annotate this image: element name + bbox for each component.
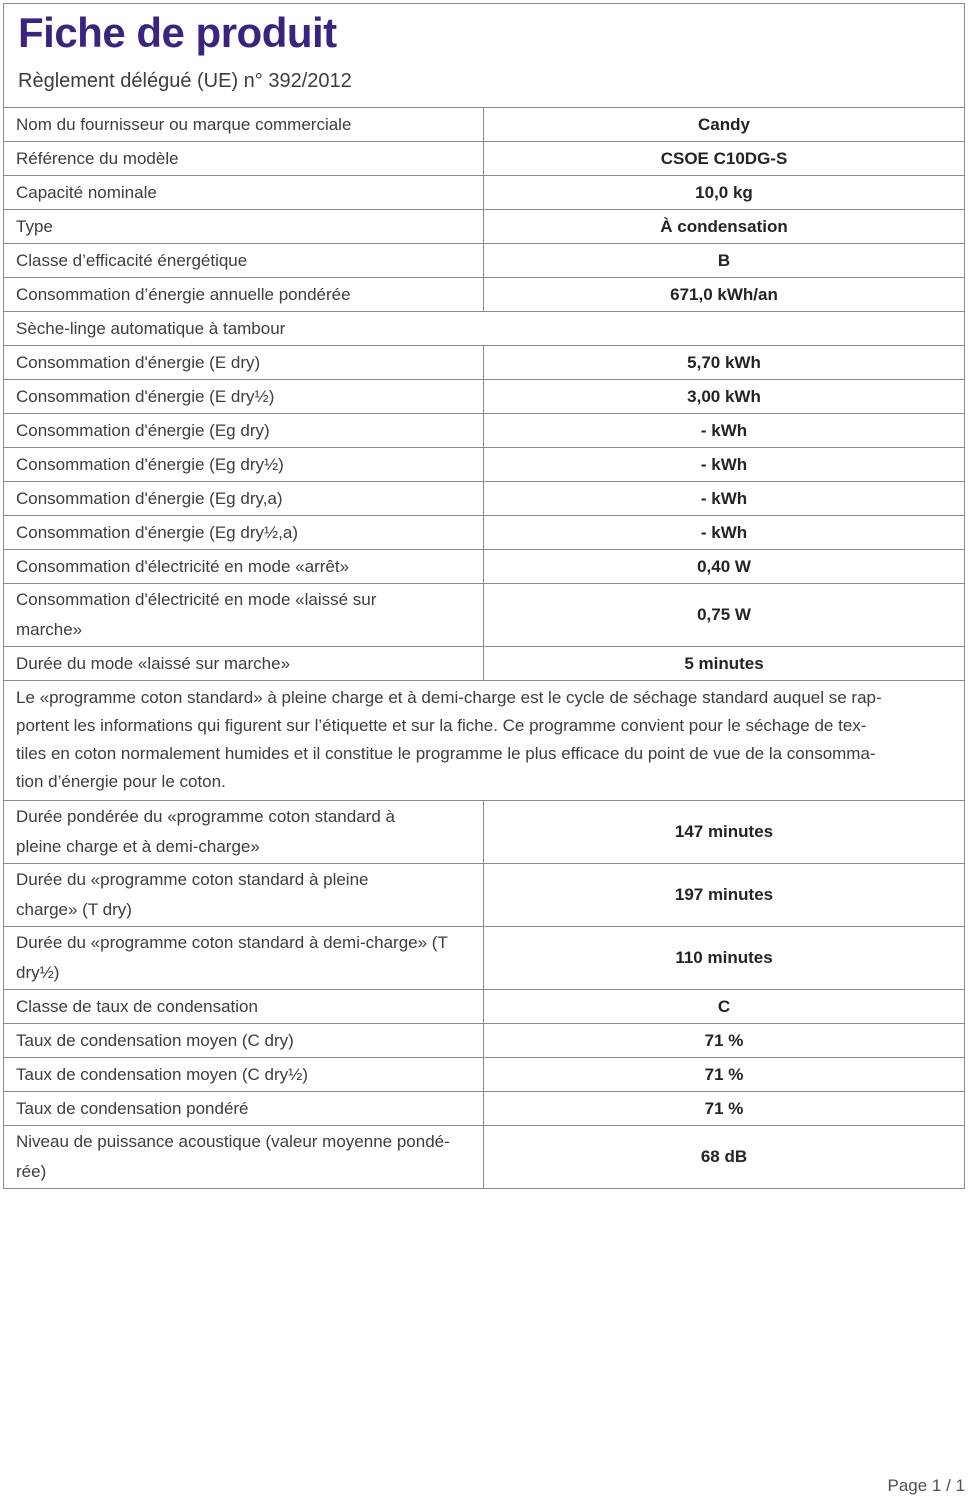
note-row bbox=[4, 680, 964, 800]
row-label: Classe d’efficacité énergétique bbox=[16, 250, 248, 270]
row-value: 71 % bbox=[483, 1024, 964, 1057]
row-value: 71 % bbox=[483, 1058, 964, 1091]
table-row bbox=[4, 646, 964, 680]
table-row bbox=[4, 277, 964, 311]
table-row bbox=[4, 989, 964, 1023]
note-line: tion d’énergie pour le coton. bbox=[16, 772, 226, 791]
row-value: Candy bbox=[483, 108, 964, 141]
row-label: Consommation d'énergie (Eg dry½,a) bbox=[16, 522, 298, 542]
table-row bbox=[4, 345, 964, 379]
row-label-line: Durée pondérée du «programme coton standard à bbox=[16, 807, 395, 826]
row-label bbox=[4, 864, 483, 926]
row-label bbox=[4, 584, 483, 646]
table-row bbox=[4, 175, 964, 209]
row-value: C bbox=[483, 990, 964, 1023]
table-row bbox=[4, 1091, 964, 1125]
table-row bbox=[4, 141, 964, 175]
row-value: À condensation bbox=[483, 210, 964, 243]
row-value: 0,40 W bbox=[483, 550, 964, 583]
row-label: Durée du mode «laissé sur marche» bbox=[16, 653, 291, 673]
row-value: 68 dB bbox=[483, 1126, 964, 1188]
row-value: CSOE C10DG-S bbox=[483, 142, 964, 175]
row-label: Nom du fournisseur ou marque commerciale bbox=[16, 114, 352, 134]
row-value: 671,0 kWh/an bbox=[483, 278, 964, 311]
note-line: portent les informations qui figurent sur l’étiquette et sur la fiche. Ce programme convient pour le séchage de tex- bbox=[16, 716, 867, 735]
table-row bbox=[4, 863, 964, 926]
row-value: 10,0 kg bbox=[483, 176, 964, 209]
product-fiche bbox=[3, 3, 965, 1189]
row-value: B bbox=[483, 244, 964, 277]
row-value: 0,75 W bbox=[483, 584, 964, 646]
note-line: tiles en coton normalement humides et il constitue le programme le plus efficace du point de vue de la consomma- bbox=[16, 744, 876, 763]
row-label-line: Niveau de puissance acoustique (valeur moyenne pondé- bbox=[16, 1132, 450, 1151]
row-label-line: Durée du «programme coton standard à demi-charge» (T bbox=[16, 933, 448, 952]
row-label: Consommation d'énergie (Eg dry½) bbox=[16, 454, 284, 474]
row-label: Consommation d'électricité en mode «arrêt» bbox=[16, 556, 350, 576]
note-line: Le «programme coton standard» à pleine charge et à demi-charge est le cycle de séchage standard auquel se rap- bbox=[16, 688, 882, 707]
row-value: 71 % bbox=[483, 1092, 964, 1125]
row-label: Type bbox=[16, 216, 53, 236]
row-value: 3,00 kWh bbox=[483, 380, 964, 413]
row-value: - kWh bbox=[483, 482, 964, 515]
table-row bbox=[4, 413, 964, 447]
table-row bbox=[4, 209, 964, 243]
table-row bbox=[4, 1125, 964, 1188]
product-table-rows bbox=[4, 107, 964, 1188]
fiche-header bbox=[4, 4, 964, 107]
table-row bbox=[4, 926, 964, 989]
row-label: Consommation d'énergie (E dry) bbox=[16, 352, 261, 372]
row-value: 5,70 kWh bbox=[483, 346, 964, 379]
regulation-subtitle: Règlement délégué (UE) n° 392/2012 bbox=[18, 70, 352, 92]
row-value: 197 minutes bbox=[483, 864, 964, 926]
table-row bbox=[4, 379, 964, 413]
row-label: Taux de condensation moyen (C dry½) bbox=[16, 1064, 308, 1084]
row-label: Consommation d'énergie (Eg dry,a) bbox=[16, 488, 283, 508]
table-row bbox=[4, 549, 964, 583]
row-label bbox=[4, 1126, 483, 1188]
row-label-line: marche» bbox=[16, 620, 83, 639]
row-label-line: Consommation d'électricité en mode «laissé sur bbox=[16, 590, 377, 609]
row-value: 147 minutes bbox=[483, 801, 964, 863]
row-label bbox=[4, 927, 483, 989]
row-label-line: pleine charge et à demi-charge» bbox=[16, 837, 260, 856]
section-row bbox=[4, 311, 964, 345]
row-label: Classe de taux de condensation bbox=[16, 996, 258, 1016]
row-label: Sèche-linge automatique à tambour bbox=[16, 318, 286, 338]
table-row bbox=[4, 1057, 964, 1091]
row-label bbox=[4, 801, 483, 863]
table-row bbox=[4, 800, 964, 863]
table-row bbox=[4, 107, 964, 141]
table-row bbox=[4, 243, 964, 277]
row-label: Consommation d'énergie (E dry½) bbox=[16, 386, 275, 406]
table-row bbox=[4, 481, 964, 515]
page-number: Page 1 / 1 bbox=[887, 1476, 965, 1495]
row-label: Capacité nominale bbox=[16, 182, 157, 202]
row-label-line: dry½) bbox=[16, 963, 60, 982]
table-row bbox=[4, 515, 964, 549]
row-value: - kWh bbox=[483, 516, 964, 549]
row-value: 110 minutes bbox=[483, 927, 964, 989]
row-label: Taux de condensation pondéré bbox=[16, 1098, 249, 1118]
row-label-line: Durée du «programme coton standard à pleine bbox=[16, 870, 369, 889]
row-value: - kWh bbox=[483, 414, 964, 447]
row-value: 5 minutes bbox=[483, 647, 964, 680]
row-label-line: charge» (T dry) bbox=[16, 900, 132, 919]
table-row bbox=[4, 583, 964, 646]
row-label: Consommation d'énergie (Eg dry) bbox=[16, 420, 270, 440]
row-label-line: rée) bbox=[16, 1162, 47, 1181]
row-value: - kWh bbox=[483, 448, 964, 481]
row-label: Consommation d’énergie annuelle pondérée bbox=[16, 284, 351, 304]
table-row bbox=[4, 447, 964, 481]
page-title: Fiche de produit bbox=[18, 9, 337, 56]
table-row bbox=[4, 1023, 964, 1057]
row-label: Référence du modèle bbox=[16, 148, 179, 168]
row-label: Taux de condensation moyen (C dry) bbox=[16, 1030, 294, 1050]
